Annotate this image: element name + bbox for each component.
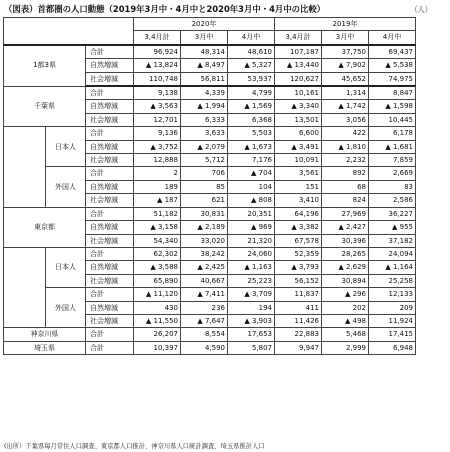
cell: ▲ 3,709 xyxy=(228,288,275,301)
table-row xyxy=(4,127,416,140)
cell: 2,232 xyxy=(322,154,369,167)
cell: 2,999 xyxy=(322,341,369,354)
cell: 430 xyxy=(134,301,181,314)
row-label: 社会増減 xyxy=(86,314,134,327)
cell: 22,883 xyxy=(275,328,322,341)
cell: 37,182 xyxy=(369,234,416,247)
table-row xyxy=(4,247,416,260)
table-row xyxy=(4,207,416,220)
cell: ▲ 7,902 xyxy=(322,59,369,72)
cell: 67,578 xyxy=(275,234,322,247)
cell: 25,258 xyxy=(369,274,416,287)
cell: ▲ 3,793 xyxy=(275,261,322,274)
cell: 110,748 xyxy=(134,72,181,86)
cell: 12,133 xyxy=(369,288,416,301)
cell: 10,445 xyxy=(369,113,416,126)
row-label: 合計 xyxy=(86,207,134,220)
cell: ▲ 1,163 xyxy=(228,261,275,274)
cell: 20,351 xyxy=(228,207,275,220)
group-label: 1都3県 xyxy=(4,45,86,86)
cell: ▲ 1,164 xyxy=(369,261,416,274)
cell: ▲ 296 xyxy=(322,288,369,301)
cell: ▲ 808 xyxy=(228,194,275,207)
cell: ▲ 1,673 xyxy=(228,140,275,153)
cell: 64,196 xyxy=(275,207,322,220)
cell: 236 xyxy=(181,301,228,314)
header-row-years xyxy=(4,18,416,31)
cell: ▲ 13,440 xyxy=(275,59,322,72)
table-row xyxy=(4,167,416,180)
cell: 151 xyxy=(275,180,322,193)
header-period: 3,4月計 xyxy=(275,31,322,45)
header-period: 4月中 xyxy=(228,31,275,45)
cell: ▲ 1,810 xyxy=(322,140,369,153)
cell: 3,561 xyxy=(275,167,322,180)
group-label: 埼玉県 xyxy=(4,341,86,354)
cell: 6,178 xyxy=(369,127,416,140)
cell: ▲ 3,158 xyxy=(134,221,181,234)
cell: 25,223 xyxy=(228,274,275,287)
row-label: 自然増減 xyxy=(86,301,134,314)
cell: 9,138 xyxy=(134,86,181,100)
cell: ▲ 5,538 xyxy=(369,59,416,72)
cell: ▲ 13,824 xyxy=(134,59,181,72)
cell: 7,176 xyxy=(228,154,275,167)
group-spacer xyxy=(4,127,46,207)
row-label: 合計 xyxy=(86,288,134,301)
cell: ▲ 1,994 xyxy=(181,100,228,113)
cell: ▲ 7,411 xyxy=(181,288,228,301)
row-label: 社会増減 xyxy=(86,234,134,247)
header-period: 3月中 xyxy=(181,31,228,45)
page-title: （図表）首都圏の人口動態（2019年3月中・4月中と2020年3月中・4月中の比較） xyxy=(4,4,326,14)
cell: 6,948 xyxy=(369,341,416,354)
cell: 37,750 xyxy=(322,45,369,59)
cell: 8,847 xyxy=(369,86,416,100)
cell: 62,302 xyxy=(134,247,181,260)
group-spacer xyxy=(4,247,46,327)
header-corner xyxy=(4,18,134,45)
cell: 65,890 xyxy=(134,274,181,287)
cell: ▲ 3,382 xyxy=(275,221,322,234)
table-row xyxy=(4,45,416,59)
table-row xyxy=(4,288,416,301)
cell: 85 xyxy=(181,180,228,193)
cell: 209 xyxy=(369,301,416,314)
cell: ▲ 5,327 xyxy=(228,59,275,72)
row-label: 自然増減 xyxy=(86,59,134,72)
row-label: 合計 xyxy=(86,45,134,59)
group-label: 神奈川県 xyxy=(4,328,86,341)
cell: 411 xyxy=(275,301,322,314)
cell: ▲ 1,598 xyxy=(369,100,416,113)
cell: ▲ 8,497 xyxy=(181,59,228,72)
table-row xyxy=(4,86,416,100)
row-label: 自然増減 xyxy=(86,221,134,234)
cell: 54,340 xyxy=(134,234,181,247)
cell: 4,799 xyxy=(228,86,275,100)
cell: ▲ 3,340 xyxy=(275,100,322,113)
group-label: 東京都 xyxy=(4,207,86,247)
row-label: 社会増減 xyxy=(86,194,134,207)
row-label: 自然増減 xyxy=(86,100,134,113)
group-label: 千葉県 xyxy=(4,86,86,127)
cell: 11,426 xyxy=(275,314,322,327)
cell: 3,410 xyxy=(275,194,322,207)
cell: 17,415 xyxy=(369,328,416,341)
cell: 53,937 xyxy=(228,72,275,86)
cell: 11,924 xyxy=(369,314,416,327)
cell: 5,468 xyxy=(322,328,369,341)
cell: ▲ 1,742 xyxy=(322,100,369,113)
cell: 56,152 xyxy=(275,274,322,287)
cell: 45,652 xyxy=(322,72,369,86)
cell: 27,969 xyxy=(322,207,369,220)
cell: ▲ 969 xyxy=(228,221,275,234)
cell: 48,314 xyxy=(181,45,228,59)
cell: 2 xyxy=(134,167,181,180)
cell: ▲ 3,903 xyxy=(228,314,275,327)
cell: 189 xyxy=(134,180,181,193)
cell: 68 xyxy=(322,180,369,193)
cell: ▲ 1,681 xyxy=(369,140,416,153)
source-note: (出所）千葉県毎月常住人口調査、東京都人口推計、神奈川県人口統計調査、埼玉県推計人口 xyxy=(4,443,265,450)
cell: 26,207 xyxy=(134,328,181,341)
cell: 2,669 xyxy=(369,167,416,180)
header-period: 3,4月計 xyxy=(134,31,181,45)
population-table xyxy=(3,17,416,355)
cell: ▲ 704 xyxy=(228,167,275,180)
cell: 52,359 xyxy=(275,247,322,260)
subgroup-label: 日本人 xyxy=(46,247,86,287)
cell: ▲ 7,647 xyxy=(181,314,228,327)
cell: 107,187 xyxy=(275,45,322,59)
cell: 706 xyxy=(181,167,228,180)
cell: 4,590 xyxy=(181,341,228,354)
subgroup-label: 外国人 xyxy=(46,288,86,328)
cell: 36,227 xyxy=(369,207,416,220)
cell: 30,396 xyxy=(322,234,369,247)
cell: 6,600 xyxy=(275,127,322,140)
cell: 8,554 xyxy=(181,328,228,341)
cell: 30,894 xyxy=(322,274,369,287)
cell: ▲ 3,588 xyxy=(134,261,181,274)
cell: 12,701 xyxy=(134,113,181,126)
cell: ▲ 2,629 xyxy=(322,261,369,274)
subgroup-label: 日本人 xyxy=(46,127,86,167)
cell: 104 xyxy=(228,180,275,193)
table-row xyxy=(4,328,416,341)
cell: ▲ 2,189 xyxy=(181,221,228,234)
cell: 96,924 xyxy=(134,45,181,59)
cell: 9,947 xyxy=(275,341,322,354)
cell: 1,314 xyxy=(322,86,369,100)
table-row xyxy=(4,341,416,354)
cell: ▲ 2,425 xyxy=(181,261,228,274)
cell: ▲ 11,550 xyxy=(134,314,181,327)
row-label: 社会増減 xyxy=(86,274,134,287)
cell: 10,161 xyxy=(275,86,322,100)
cell: 28,265 xyxy=(322,247,369,260)
cell: 5,807 xyxy=(228,341,275,354)
cell: ▲ 3,752 xyxy=(134,140,181,153)
cell: 5,503 xyxy=(228,127,275,140)
cell: ▲ 187 xyxy=(134,194,181,207)
row-label: 合計 xyxy=(86,167,134,180)
cell: 30,831 xyxy=(181,207,228,220)
cell: ▲ 11,120 xyxy=(134,288,181,301)
cell: 10,397 xyxy=(134,341,181,354)
cell: ▲ 1,569 xyxy=(228,100,275,113)
row-label: 合計 xyxy=(86,86,134,100)
header-period: 4月中 xyxy=(369,31,416,45)
unit-label: （人） xyxy=(410,5,432,14)
cell: ▲ 2,079 xyxy=(181,140,228,153)
cell: 51,182 xyxy=(134,207,181,220)
cell: 824 xyxy=(322,194,369,207)
cell: ▲ 3,491 xyxy=(275,140,322,153)
header-year-2020: 2020年 xyxy=(134,18,275,31)
cell: 12,888 xyxy=(134,154,181,167)
cell: 120,627 xyxy=(275,72,322,86)
cell: 3,056 xyxy=(322,113,369,126)
cell: 621 xyxy=(181,194,228,207)
row-label: 合計 xyxy=(86,247,134,260)
row-label: 自然増減 xyxy=(86,180,134,193)
cell: 9,136 xyxy=(134,127,181,140)
cell: 69,437 xyxy=(369,45,416,59)
cell: 83 xyxy=(369,180,416,193)
row-label: 社会増減 xyxy=(86,154,134,167)
cell: 6,333 xyxy=(181,113,228,126)
cell: 24,094 xyxy=(369,247,416,260)
cell: 5,712 xyxy=(181,154,228,167)
cell: ▲ 2,427 xyxy=(322,221,369,234)
cell: 74,975 xyxy=(369,72,416,86)
cell: 422 xyxy=(322,127,369,140)
cell: ▲ 955 xyxy=(369,221,416,234)
cell: 10,091 xyxy=(275,154,322,167)
row-label: 自然増減 xyxy=(86,261,134,274)
row-label: 社会増減 xyxy=(86,72,134,86)
cell: 4,339 xyxy=(181,86,228,100)
cell: 13,501 xyxy=(275,113,322,126)
cell: 48,610 xyxy=(228,45,275,59)
cell: 38,242 xyxy=(181,247,228,260)
row-label: 社会増減 xyxy=(86,113,134,126)
cell: 24,060 xyxy=(228,247,275,260)
row-label: 合計 xyxy=(86,328,134,341)
header-period: 3月中 xyxy=(322,31,369,45)
cell: 33,020 xyxy=(181,234,228,247)
cell: 7,859 xyxy=(369,154,416,167)
cell: 40,667 xyxy=(181,274,228,287)
cell: ▲ 498 xyxy=(322,314,369,327)
cell: 56,811 xyxy=(181,72,228,86)
cell: ▲ 3,563 xyxy=(134,100,181,113)
row-label: 合計 xyxy=(86,341,134,354)
subgroup-label: 外国人 xyxy=(46,167,86,207)
row-label: 自然増減 xyxy=(86,140,134,153)
cell: 17,653 xyxy=(228,328,275,341)
cell: 6,368 xyxy=(228,113,275,126)
cell: 21,320 xyxy=(228,234,275,247)
cell: 194 xyxy=(228,301,275,314)
cell: 892 xyxy=(322,167,369,180)
cell: 202 xyxy=(322,301,369,314)
header-year-2019: 2019年 xyxy=(275,18,416,31)
cell: 11,837 xyxy=(275,288,322,301)
cell: 3,633 xyxy=(181,127,228,140)
cell: 2,586 xyxy=(369,194,416,207)
row-label: 合計 xyxy=(86,127,134,140)
